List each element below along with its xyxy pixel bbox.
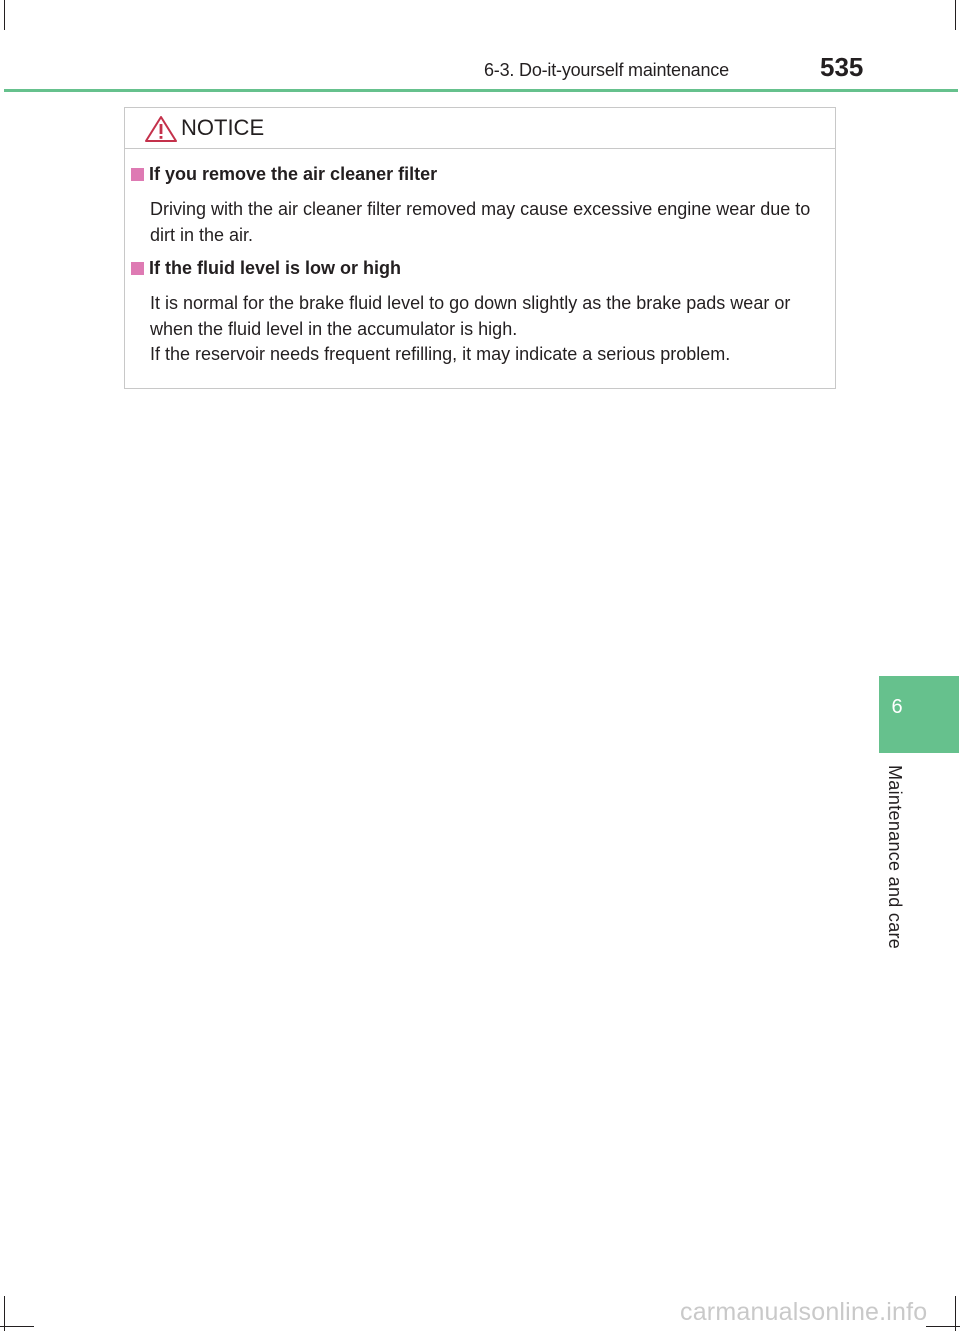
- chapter-tab: [879, 676, 959, 753]
- notice-item-text: Driving with the air cleaner filter removed may cause excessive engine wear due to dirt in the air.: [150, 199, 811, 245]
- page-number: 535: [820, 52, 864, 82]
- square-bullet-icon: [131, 168, 144, 181]
- section-title: 6-3. Do-it-yourself maintenance: [484, 60, 729, 80]
- notice-item-air-cleaner: [131, 164, 825, 248]
- crop-mark-bottom-left-h: [0, 1326, 34, 1327]
- notice-header: [125, 108, 835, 149]
- notice-box: [124, 107, 836, 389]
- warning-triangle-icon: [144, 115, 178, 143]
- notice-item-text: If the reservoir needs frequent refilling, it may indicate a serious problem.: [150, 344, 731, 364]
- chapter-label: Maintenance and care: [885, 765, 905, 950]
- notice-item-heading: If you remove the air cleaner filter: [149, 164, 438, 184]
- notice-item-heading: If the fluid level is low or high: [149, 258, 402, 278]
- crop-mark-top-left: [4, 0, 5, 30]
- notice-item-text: It is normal for the brake fluid level to go down slightly as the brake pads wear or when the fluid level in the accumulator is high.: [150, 293, 791, 339]
- crop-mark-bottom-right-h: [926, 1326, 960, 1327]
- header-rule: [4, 89, 958, 92]
- chapter-number: 6: [891, 696, 903, 718]
- square-bullet-icon: [131, 262, 144, 275]
- crop-mark-top-right: [955, 0, 956, 30]
- notice-item-fluid-level: [131, 258, 825, 368]
- notice-title: NOTICE: [181, 115, 265, 140]
- watermark: carmanualsonline.info: [680, 1298, 928, 1326]
